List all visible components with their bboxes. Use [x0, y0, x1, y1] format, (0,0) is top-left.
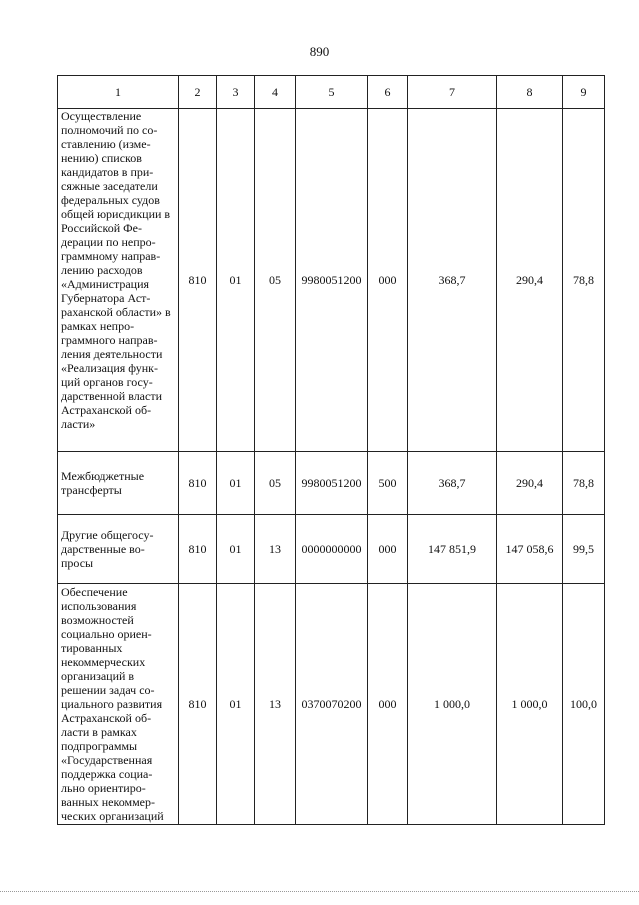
- cell-col-2: 810: [179, 452, 217, 515]
- cell-col-8: 290,4: [497, 109, 563, 452]
- header-col-8: 8: [497, 76, 563, 109]
- cell-col-3: 01: [217, 109, 255, 452]
- row-name: Осуществление полномочий по со-ставлению (изме-нению) списков кандидатов в при-сяжные заседатели федеральных судов общей юрисдикции в Российской Фе-дерации по непро-граммному направ-лению расходов «Администрация Губернатора Аст-раханской области» в рамках непро-граммного направ-ления деятельности «Реализация функ-ций органов госу-дарственной власти Астраханской об-ласти»: [58, 109, 179, 452]
- cell-col-5: 9980051200: [296, 452, 368, 515]
- cell-col-8: 290,4: [497, 452, 563, 515]
- cell-col-2: 810: [179, 584, 217, 825]
- cell-col-6: 000: [368, 584, 408, 825]
- header-col-9: 9: [563, 76, 605, 109]
- page-bottom-divider: [0, 891, 639, 892]
- cell-col-5: 0370070200: [296, 584, 368, 825]
- cell-col-8: 1 000,0: [497, 584, 563, 825]
- table-row: [58, 109, 605, 452]
- header-col-7: 7: [408, 76, 497, 109]
- cell-col-8: 147 058,6: [497, 515, 563, 584]
- cell-col-6: 000: [368, 109, 408, 452]
- row-name: Другие общегосу-дарственные во-просы: [58, 515, 179, 584]
- cell-col-6: 500: [368, 452, 408, 515]
- table-row: [58, 584, 605, 825]
- cell-col-9: 78,8: [563, 452, 605, 515]
- cell-col-9: 78,8: [563, 109, 605, 452]
- row-name: Межбюджетные трансферты: [58, 452, 179, 515]
- cell-col-9: 99,5: [563, 515, 605, 584]
- header-col-6: 6: [368, 76, 408, 109]
- budget-table: [57, 75, 605, 825]
- header-col-5: 5: [296, 76, 368, 109]
- table-row: [58, 515, 605, 584]
- cell-col-3: 01: [217, 515, 255, 584]
- cell-col-5: 9980051200: [296, 109, 368, 452]
- header-col-1: 1: [58, 76, 179, 109]
- header-col-4: 4: [255, 76, 296, 109]
- cell-col-4: 05: [255, 109, 296, 452]
- cell-col-6: 000: [368, 515, 408, 584]
- cell-col-7: 1 000,0: [408, 584, 497, 825]
- cell-col-7: 147 851,9: [408, 515, 497, 584]
- cell-col-2: 810: [179, 109, 217, 452]
- header-col-2: 2: [179, 76, 217, 109]
- cell-col-3: 01: [217, 584, 255, 825]
- cell-col-3: 01: [217, 452, 255, 515]
- cell-col-2: 810: [179, 515, 217, 584]
- cell-col-9: 100,0: [563, 584, 605, 825]
- table-row: [58, 452, 605, 515]
- cell-col-4: 13: [255, 515, 296, 584]
- row-name: Обеспечение использования возможностей социально ориен-тированных некоммерческих организаций в решении задач со-циального развития Астраханской об-ласти в рамках подпрограммы «Государственная поддержка социа-льно ориентиро-ванных некоммер-ческих организаций: [58, 584, 179, 825]
- header-row: [58, 76, 605, 109]
- page-number: 890: [309, 44, 330, 59]
- cell-col-4: 05: [255, 452, 296, 515]
- cell-col-5: 0000000000: [296, 515, 368, 584]
- header-col-3: 3: [217, 76, 255, 109]
- cell-col-7: 368,7: [408, 109, 497, 452]
- cell-col-4: 13: [255, 584, 296, 825]
- cell-col-7: 368,7: [408, 452, 497, 515]
